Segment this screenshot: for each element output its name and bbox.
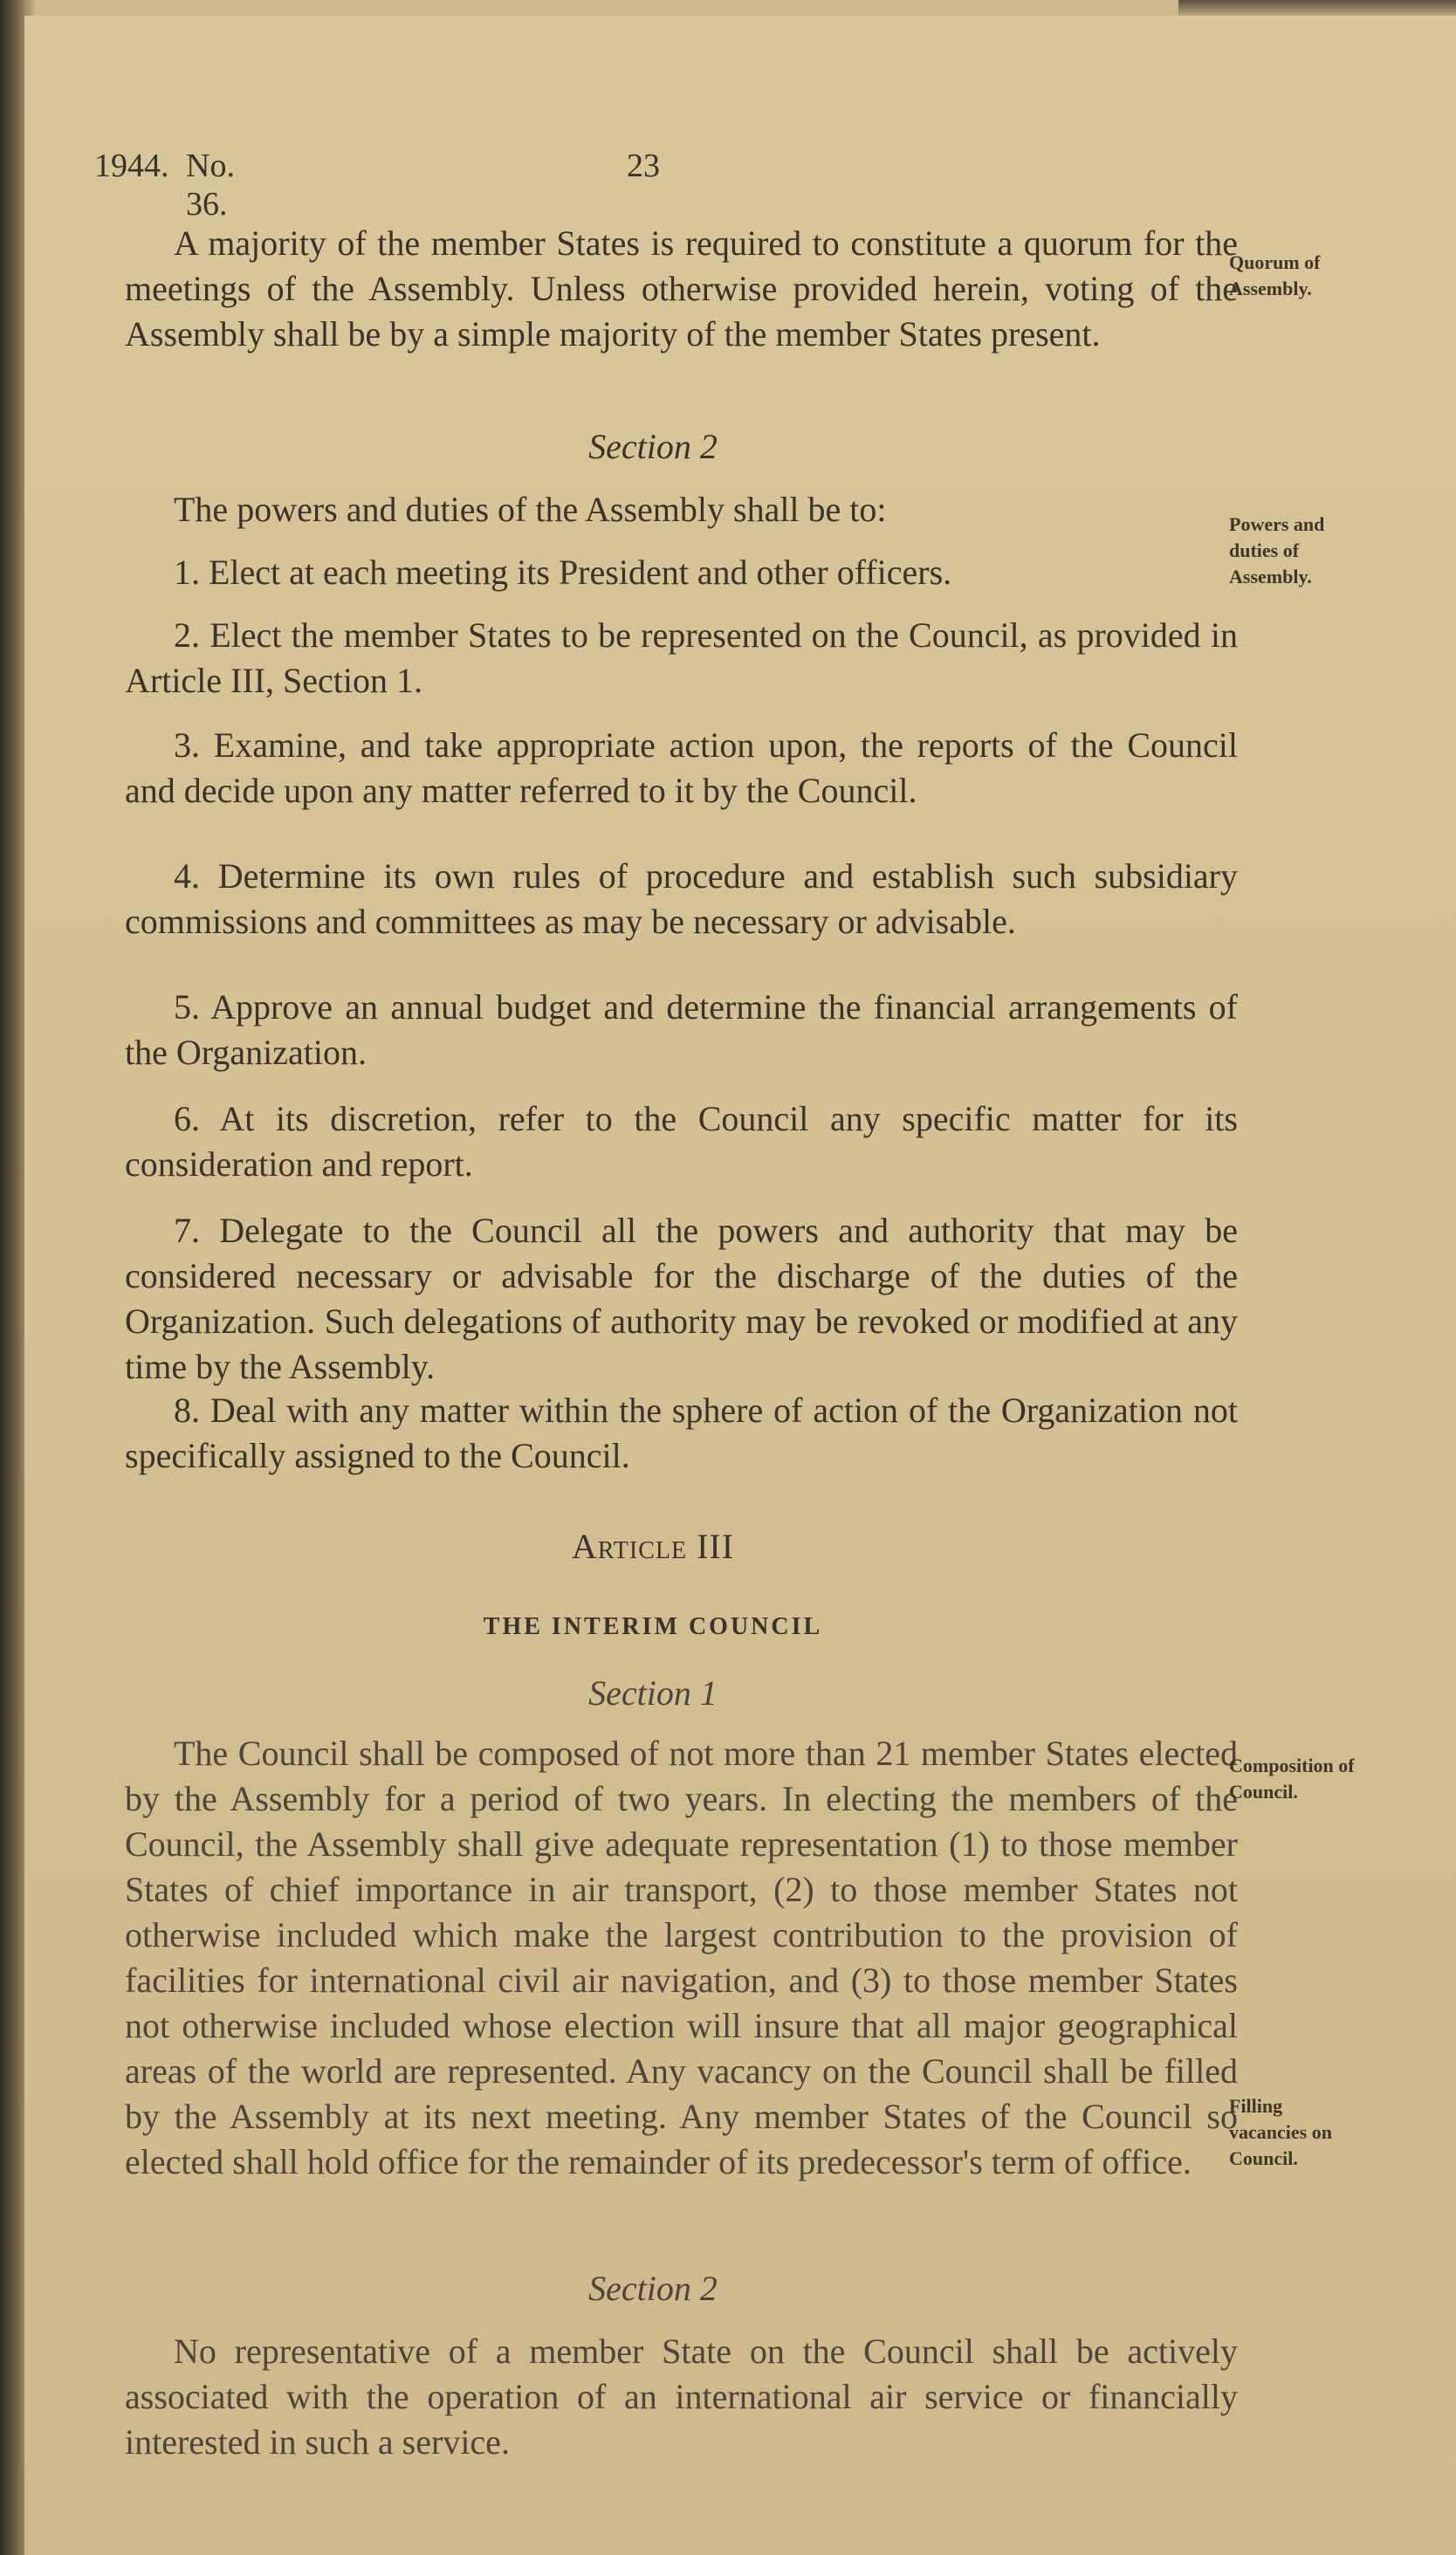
- power-item-5: 5. Approve an annual budget and determine the financial arrangements of the Organization.: [125, 987, 1238, 1072]
- article-subheading: THE INTERIM COUNCIL: [483, 1613, 823, 1640]
- page-number: 23: [627, 148, 660, 184]
- document-page: [24, 16, 1456, 2555]
- composition-paragraph: The Council shall be composed of not more than 21 member States elected by the Assembly for a period of two years. In electing the members of the Council, the Assembly shall give adequate representation (1) to those member States of chief importance in air transport, (2) to those member States not otherwise included which make the largest contribution to the provision of facilities for international civil air navigation, and (3) to those member States not otherwise included whose election will insure that all major geographical areas of the world are represented. Any vacancy on the Council shall be filled by the Assembly at its next meeting. Any member States of the Council so elected shall hold office for the remainder of its predecessor's term of office.: [125, 1734, 1238, 2181]
- power-item-3: 3. Examine, and take appropriate action upon, the reports of the Council and decide upon any matter referred to it by the Council.: [125, 725, 1238, 810]
- power-item-4: 4. Determine its own rules of procedure and establish such subsidiary commissions and committees as may be necessary or advisable.: [125, 856, 1238, 941]
- margin-note-vacancies: Filling vacancies on Council.: [1229, 2095, 1332, 2169]
- powers-intro: The powers and duties of the Assembly shall be to:: [174, 490, 887, 529]
- power-item-1: 1. Elect at each meeting its President and other officers.: [174, 553, 952, 592]
- margin-note-powers: Powers and duties of Assembly.: [1229, 513, 1325, 587]
- quorum-paragraph: A majority of the member States is required to constitute a quorum for the meetings of the Assembly. Unless otherwise provided herein, voting of the Assembly shall be by a simple majority of the member States present.: [125, 223, 1238, 354]
- power-item-6: 6. At its discretion, refer to the Council any specific matter for its consideration and report.: [125, 1099, 1238, 1184]
- margin-note-quorum: Quorum of Assembly.: [1229, 251, 1321, 299]
- power-item-2: 2. Elect the member States to be represented on the Council, as provided in Article III, Section 1.: [125, 615, 1238, 700]
- power-item-7: 7. Delegate to the Council all the powers and authority that may be considered necessary or advisable for the discharge of the duties of the Organization. Such delegations of authority may be revoked or modified at any time by the Assembly.: [125, 1211, 1238, 1386]
- header-number: No. 36.: [186, 148, 235, 223]
- margin-note-composition: Composition of Council.: [1229, 1755, 1355, 1803]
- article-heading: Article III: [571, 1527, 735, 1566]
- power-item-8: 8. Deal with any matter within the sphere of action of the Organization not specifically assigned to the Council.: [125, 1391, 1238, 1475]
- header-year: 1944.: [94, 148, 169, 184]
- article-3-section-2-heading: Section 2: [588, 2269, 718, 2308]
- representative-paragraph: No representative of a member State on the Council shall be actively associated with the operation of an international air service or financially interested in such a service.: [125, 2332, 1238, 2462]
- section-2-heading: Section 2: [588, 427, 718, 466]
- article-3-section-1-heading: Section 1: [588, 1673, 718, 1713]
